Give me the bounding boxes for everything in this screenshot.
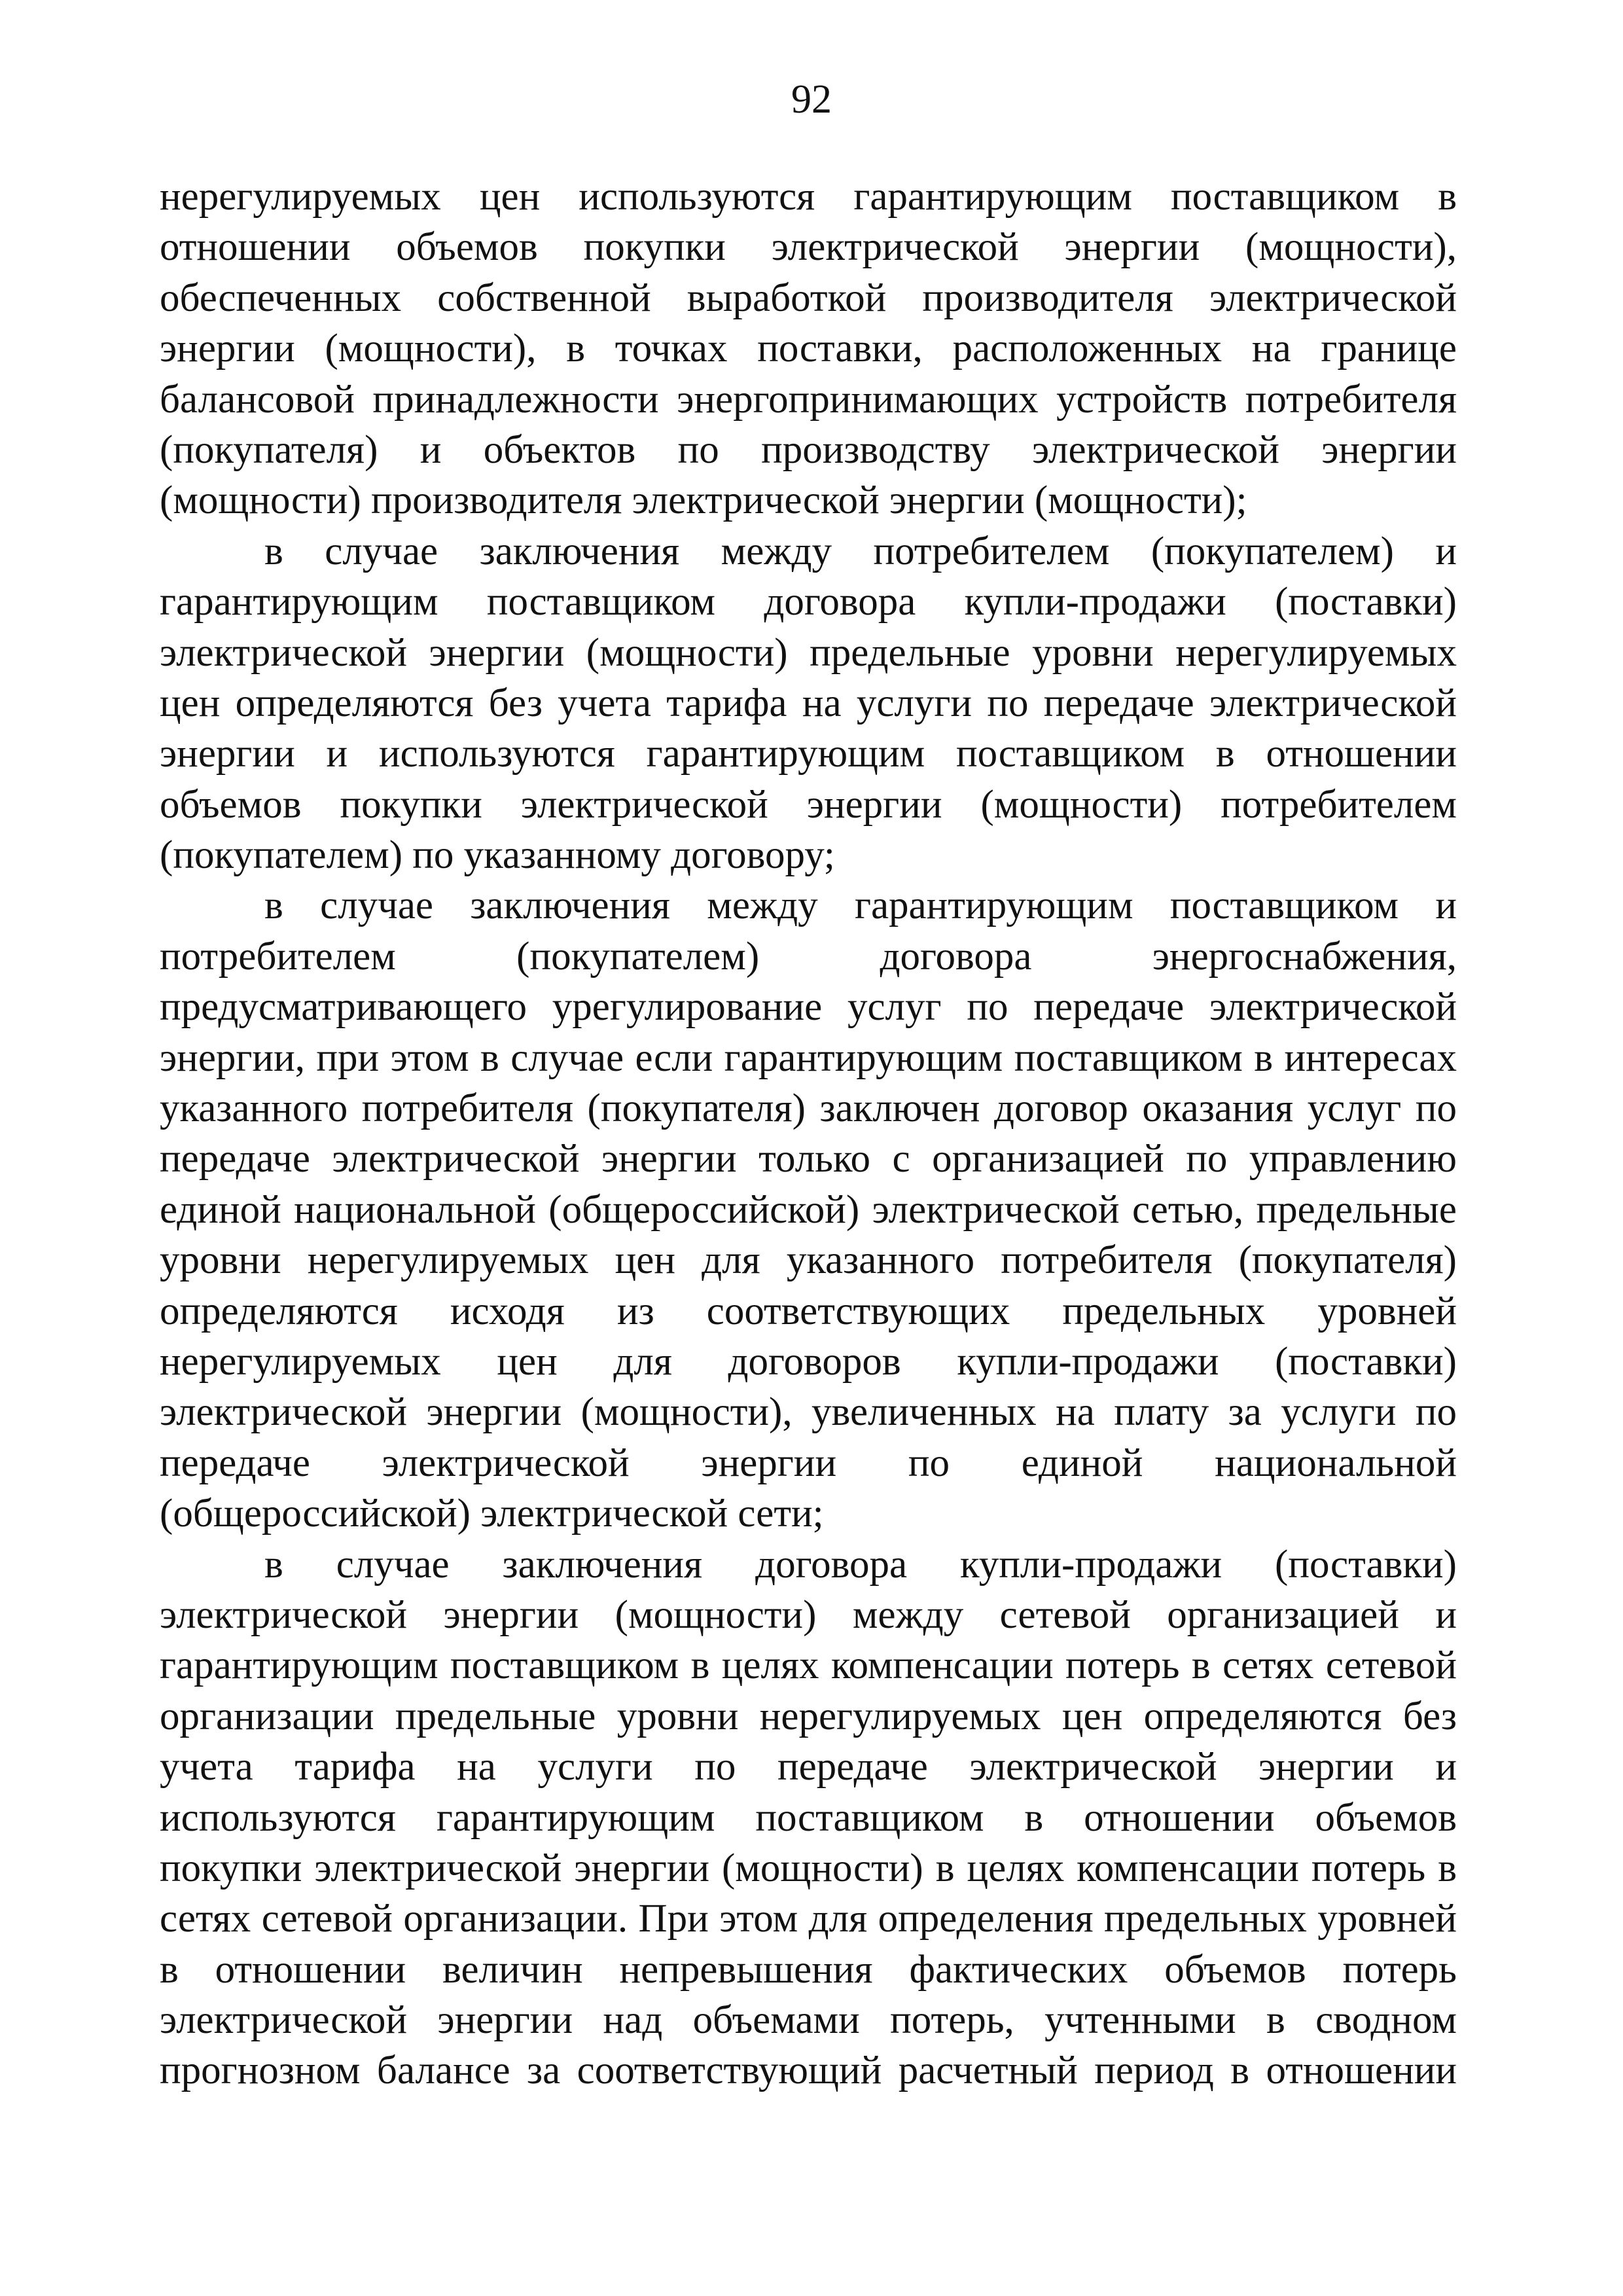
document-body bbox=[160, 171, 1457, 2096]
text-line: объемов покупки электрической энергии (мощности) потребителем bbox=[160, 782, 1457, 827]
text-line: электрической энергии над объемами потерь, учтенными в сводном bbox=[160, 1998, 1457, 2043]
text-line: организации предельные уровни нерегулируемых цен определяются без bbox=[160, 1694, 1457, 1738]
text-line: определяются исходя из соответствующих предельных уровней bbox=[160, 1289, 1457, 1333]
paragraph bbox=[160, 171, 1457, 526]
text-line: энергии (мощности), в точках поставки, расположенных на границе bbox=[160, 327, 1457, 371]
text-line: балансовой принадлежности энергопринимающих устройств потребителя bbox=[160, 377, 1457, 422]
text-line: нерегулируемых цен используются гарантирующим поставщиком в bbox=[160, 175, 1457, 219]
text-line: обеспеченных собственной выработкой производителя электрической bbox=[160, 276, 1457, 320]
text-line: в случае заключения между потребителем (покупателем) и bbox=[264, 529, 1457, 573]
text-line: передаче электрической энергии только с организацией по управлению bbox=[160, 1137, 1457, 1181]
text-line: в случае заключения договора купли-продажи (поставки) bbox=[264, 1542, 1457, 1587]
text-line: электрической энергии (мощности), увеличенных на плату за услуги по bbox=[160, 1390, 1457, 1435]
text-line: гарантирующим поставщиком в целях компенсации потерь в сетях сетевой bbox=[160, 1643, 1457, 1688]
text-line: указанного потребителя (покупателя) заключен договор оказания услуг по bbox=[160, 1086, 1457, 1131]
text-line: цен определяются без учета тарифа на услуги по передаче электрической bbox=[160, 681, 1457, 725]
text-line: предусматривающего урегулирование услуг по передаче электрической bbox=[160, 985, 1457, 1030]
text-line: прогнозном балансе за соответствующий расчетный период в отношении bbox=[160, 2049, 1457, 2093]
text-line: покупки электрической энергии (мощности) в целях компенсации потерь в bbox=[160, 1846, 1457, 1890]
text-line: в случае заключения между гарантирующим поставщиком и bbox=[264, 884, 1457, 928]
text-line: в отношении величин непревышения фактических объемов потерь bbox=[160, 1947, 1457, 1992]
text-line: (мощности) производителя электрической энергии (мощности); bbox=[160, 478, 1247, 523]
paragraph bbox=[160, 1539, 1457, 2096]
text-line: нерегулируемых цен для договоров купли-продажи (поставки) bbox=[160, 1339, 1457, 1384]
text-line: энергии и используются гарантирующим поставщиком в отношении bbox=[160, 732, 1457, 776]
text-line: отношении объемов покупки электрической энергии (мощности), bbox=[160, 225, 1457, 270]
text-line: (покупателем) по указанному договору; bbox=[160, 833, 835, 878]
text-line: энергии, при этом в случае если гарантирующим поставщиком в интересах bbox=[160, 1035, 1457, 1080]
text-line: потребителем (покупателем) договора энергоснабжения, bbox=[160, 934, 1457, 978]
text-line: гарантирующим поставщиком договора купли-продажи (поставки) bbox=[160, 580, 1457, 624]
text-line: сетях сетевой организации. При этом для определения предельных уровней bbox=[160, 1897, 1457, 1941]
page-number: 92 bbox=[791, 77, 832, 122]
text-line: единой национальной (общероссийской) электрической сетью, предельные bbox=[160, 1187, 1457, 1232]
paragraph bbox=[160, 526, 1457, 881]
text-line: уровни нерегулируемых цен для указанного потребителя (покупателя) bbox=[160, 1238, 1457, 1283]
paragraph bbox=[160, 880, 1457, 1539]
text-line: (покупателя) и объектов по производству электрической энергии bbox=[160, 427, 1457, 472]
text-line: используются гарантирующим поставщиком в отношении объемов bbox=[160, 1795, 1457, 1840]
text-line: электрической энергии (мощности) предельные уровни нерегулируемых bbox=[160, 630, 1457, 675]
text-line: (общероссийской) электрической сети; bbox=[160, 1492, 824, 1536]
text-line: электрической энергии (мощности) между сетевой организацией и bbox=[160, 1592, 1457, 1637]
text-line: учета тарифа на услуги по передаче электрической энергии и bbox=[160, 1745, 1457, 1789]
text-line: передаче электрической энергии по единой национальной bbox=[160, 1441, 1457, 1485]
